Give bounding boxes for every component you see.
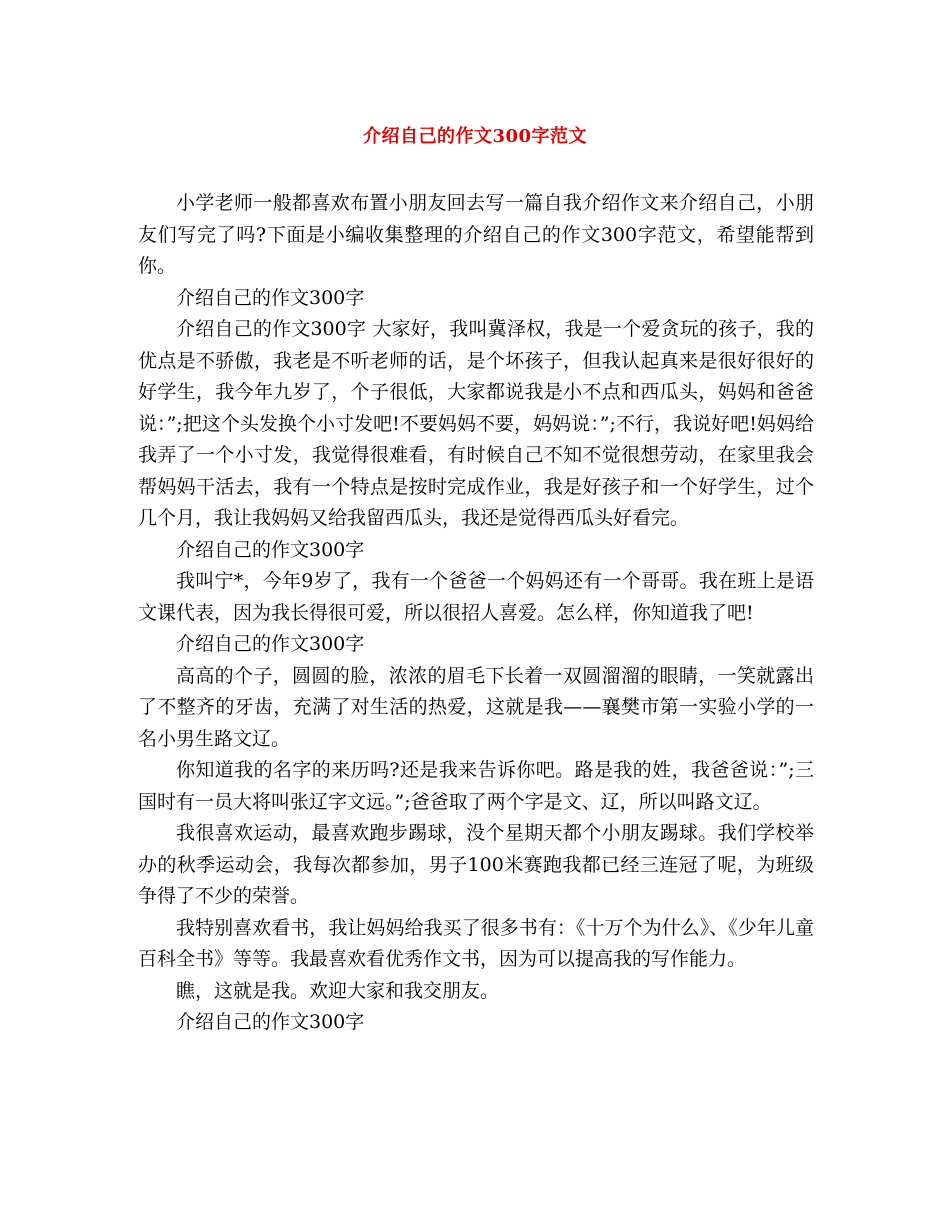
section-heading: 介绍自己的作文300字 bbox=[176, 633, 365, 655]
section-heading: 介绍自己的作文300字 bbox=[176, 1011, 365, 1033]
paragraph: 高高的个子，圆圆的脸，浓浓的眉毛下长着一双圆溜溜的眼睛，一笑就露出了不整齐的牙齿，充满了对生活的热爱，这就是我——襄樊市第一实验小学的一名小男生路文辽。 bbox=[138, 664, 814, 750]
paragraph: 你知道我的名字的来历吗?还是我来告诉你吧。路是我的姓，我爸爸说：”;三国时有一员大将叫张辽字文远。”;爸爸取了两个字是文、辽，所以叫路文辽。 bbox=[138, 759, 814, 813]
paragraph: 我叫宁*，今年9岁了，我有一个爸爸一个妈妈还有一个哥哥。我在班上是语文课代表，因为我长得很可爱，所以很招人喜爱。怎么样，你知道我了吧! bbox=[138, 570, 814, 624]
paragraph: 介绍自己的作文300字 大家好，我叫冀泽权，我是一个爱贪玩的孩子，我的优点是不骄傲，我老是不听老师的话，是个坏孩子，但我认起真来是很好很好的好学生，我今年九岁了，个子很低，大家都说我是小不点和西瓜头，妈妈和爸爸说：”;把这个头发换个小寸发吧!不要妈妈不要，妈妈说：”;不行，我说好吧!妈妈给我弄了一个小寸发，我觉得很难看，有时候自己不知不觉很想劳动，在家里我会帮妈妈干活去，我有一个特点是按时完成作业，我是好孩子和一个好学生，过个几个月，我让我妈妈又给我留西瓜头，我还是觉得西瓜头好看完。 bbox=[138, 318, 814, 529]
section-heading: 介绍自己的作文300字 bbox=[176, 538, 365, 561]
paragraph: 我很喜欢运动，最喜欢跑步踢球，没个星期天都个小朋友踢球。我们学校举办的秋季运动会，我每次都参加，男子100米赛跑我都已经三连冠了呢，为班级争得了不少的荣誉。 bbox=[138, 822, 814, 907]
section-heading: 介绍自己的作文300字 bbox=[176, 286, 365, 309]
document-body bbox=[138, 188, 814, 1039]
document-title: 介绍自己的作文300字范文 bbox=[362, 126, 588, 147]
paragraph: 瞧，这就是我。欢迎大家和我交朋友。 bbox=[176, 979, 500, 1002]
paragraph: 我特别喜欢看书，我让妈妈给我买了很多书有：《十万个为什么》、《少年儿童百科全书》等等。我最喜欢看优秀作文书，因为可以提高我的写作能力。 bbox=[138, 916, 814, 970]
paragraph-intro: 小学老师一般都喜欢布置小朋友回去写一篇自我介绍作文来介绍自己，小朋友们写完了吗?下面是小编收集整理的介绍自己的作文300字范文，希望能帮到你。 bbox=[138, 192, 814, 277]
